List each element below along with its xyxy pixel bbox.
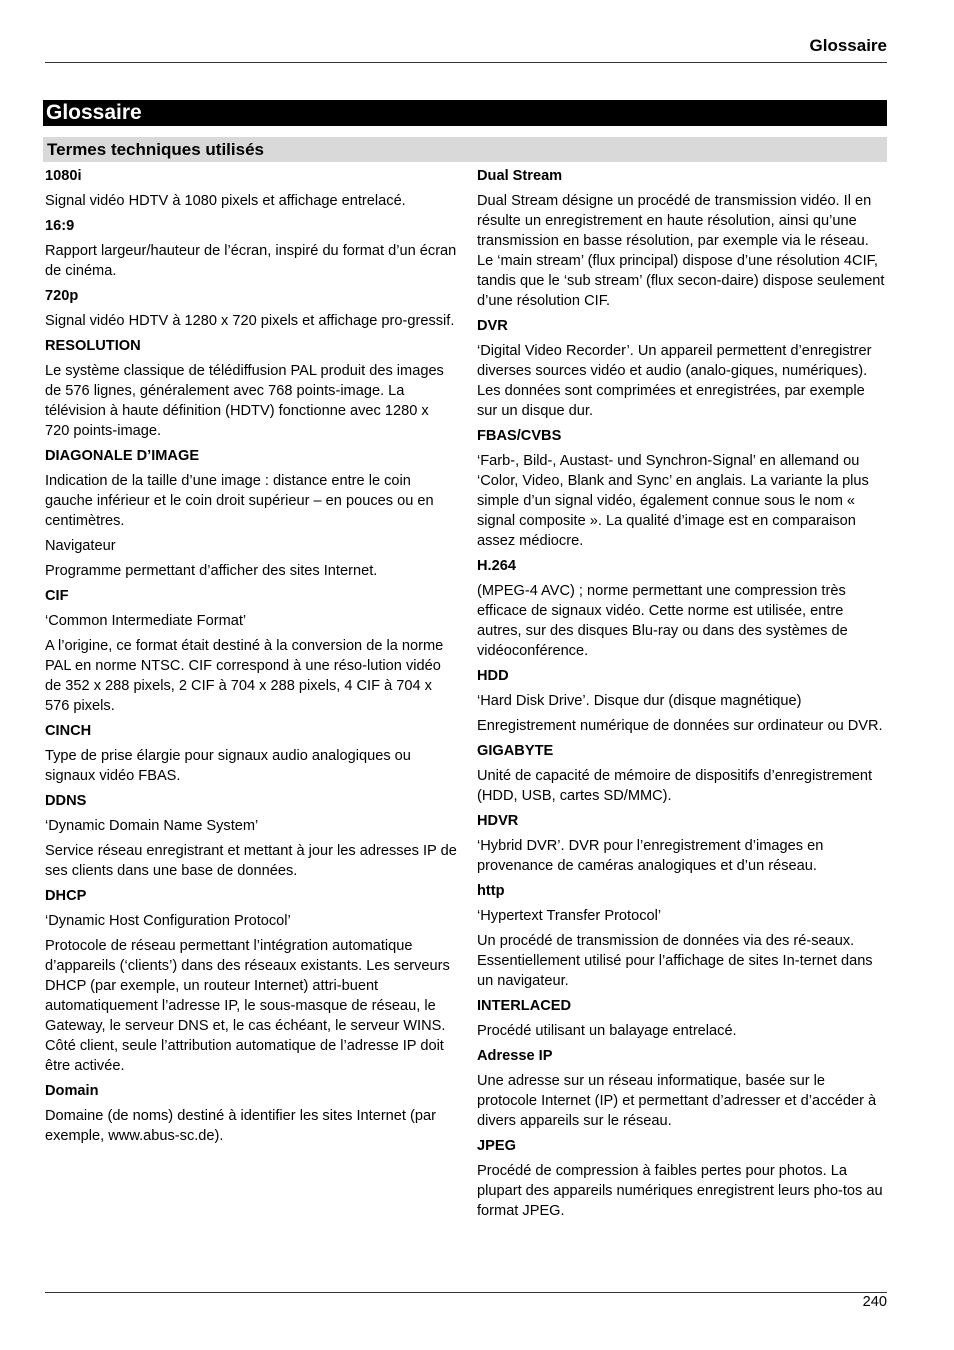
glossary-term: H.264 [477,558,516,574]
glossary-definition: Domaine (de noms) destiné à identifier les sites Internet (par exemple, www.abus-sc.de). [45,1108,436,1144]
glossary-definition: Le système classique de télédiffusion PAL produit des images de 576 lignes, généralement avec 768 points-image. La télévision à haute définition (HDTV) fonctionne avec 1280 x 720 points-image. [45,363,444,439]
glossary-definition: Enregistrement numérique de données sur ordinateur ou DVR. [477,718,883,734]
glossary-definition: Une adresse sur un réseau informatique, basée sur le protocole Internet (IP) et permettant d’adresser et d’accéder à divers appareils sur le réseau. [477,1073,877,1129]
glossary-definition: A l’origine, ce format était destiné à la conversion de la norme PAL en norme NTSC. CIF correspond à une réso-lution vidéo de 352 x 288 pixels, 2 CIF à 704 x 288 pixels, 4 CIF à 704 x 576 pixels. [45,638,444,714]
glossary-term: Domain [45,1083,99,1099]
glossary-term: DIAGONALE D’IMAGE [45,448,200,464]
footer-rule [45,1292,887,1293]
glossary-term: CIF [45,588,69,604]
glossary-term: FBAS/CVBS [477,428,562,444]
section-title: Termes techniques utilisés [43,137,887,162]
right-column [477,166,889,1226]
glossary-definition: Programme permettant d’afficher des sites Internet. [45,563,378,579]
glossary-term: HDVR [477,813,519,829]
glossary-term: 1080i [45,168,82,184]
glossary-term: CINCH [45,723,92,739]
glossary-term: DVR [477,318,508,334]
glossary-term: HDD [477,668,509,684]
page-number: 240 [862,1294,887,1310]
glossary-definition: Service réseau enregistrant et mettant à jour les adresses IP de ses clients dans une base de données. [45,843,457,879]
glossary-term: Dual Stream [477,168,563,184]
glossary-term: INTERLACED [477,998,572,1014]
glossary-definition: Signal vidéo HDTV à 1280 x 720 pixels et affichage pro-gressif. [45,313,455,329]
glossary-term: JPEG [477,1138,516,1154]
glossary-definition: ‘Common Intermediate Format’ [45,613,247,629]
glossary-definition: ‘Dynamic Host Configuration Protocol’ [45,913,291,929]
glossary-definition: Navigateur [45,538,116,554]
glossary-definition: ‘Digital Video Recorder’. Un appareil permettent d’enregistrer diverses sources vidéo et audio (analo-giques, numériques). Les données sont comprimées et enregistrées, par exemple sur un disque dur. [477,343,872,419]
glossary-definition: ‘Dynamic Domain Name System’ [45,818,259,834]
glossary-definition: Un procédé de transmission de données via des ré-seaux. Essentiellement utilisé pour l’affichage de sites In-ternet dans un navigateur. [477,933,873,989]
left-column [45,166,457,1151]
glossary-term: http [477,883,505,899]
glossary-term: GIGABYTE [477,743,554,759]
glossary-definition: Procédé utilisant un balayage entrelacé. [477,1023,737,1039]
glossary-definition: Signal vidéo HDTV à 1080 pixels et affichage entrelacé. [45,193,406,209]
glossary-definition: Protocole de réseau permettant l’intégration automatique d’appareils (‘clients’) dans des réseaux existants. Les serveurs DHCP (par exemple, un routeur Internet) attri-buent automatiquement l’adresse IP, le sous-masque de réseau, le Gateway, le serveur DNS et, le cas échéant, le serveur WINS. Côté client, seule l’attribution automatique de l’adresse IP doit être activée. [45,938,450,1074]
glossary-term: 720p [45,288,79,304]
glossary-definition: (MPEG-4 AVC) ; norme permettant une compression très efficace de signaux vidéo. Cette norme est utilisée, entre autres, sur des disques Blu-ray ou dans des systèmes de vidéoconférence. [477,583,848,659]
glossary-term: 16:9 [45,218,75,234]
glossary-term: DHCP [45,888,87,904]
glossary-term: Adresse IP [477,1048,553,1064]
glossary-term: DDNS [45,793,87,809]
header-rule [45,62,887,63]
glossary-definition: ‘Hypertext Transfer Protocol’ [477,908,662,924]
glossary-definition: Unité de capacité de mémoire de dispositifs d’enregistrement (HDD, USB, cartes SD/MMC). [477,768,873,804]
glossary-term: RESOLUTION [45,338,141,354]
glossary-definition: ‘Hard Disk Drive’. Disque dur (disque magnétique) [477,693,802,709]
glossary-definition: Indication de la taille d’une image : distance entre le coin gauche inférieur et le coin droit supérieur – en pouces ou en centimètres. [45,473,434,529]
glossary-definition: ‘Farb-, Bild-, Austast- und Synchron-Signal’ en allemand ou ‘Color, Video, Blank and Sync’ en anglais. La variante la plus simple d’un signal vidéo, également connue sous le nom « signal composite ». La qualité d’image est en comparaison assez médiocre. [477,453,869,549]
glossary-definition: Procédé de compression à faibles pertes pour photos. La plupart des appareils numériques enregistrent leurs pho-tos au format JPEG. [477,1163,883,1219]
chapter-title: Glossaire [43,100,887,126]
glossary-definition: Rapport largeur/hauteur de l’écran, inspiré du format d’un écran de cinéma. [45,243,457,279]
running-header-title: Glossaire [809,36,887,55]
glossary-definition: Dual Stream désigne un procédé de transmission vidéo. Il en résulte un enregistrement en haute résolution, ainsi qu’une transmission en basse résolution, par exemple via le réseau. Le ‘main stream’ (flux principal) dispose d’une résolution 4CIF, tandis que le ‘sub stream’ (flux secon-daire) dispose seulement d’une résolution CIF. [477,193,885,309]
glossary-definition: Type de prise élargie pour signaux audio analogiques ou signaux vidéo FBAS. [45,748,411,784]
glossary-definition: ‘Hybrid DVR’. DVR pour l’enregistrement d’images en provenance de caméras analogiques et d’un réseau. [477,838,824,874]
